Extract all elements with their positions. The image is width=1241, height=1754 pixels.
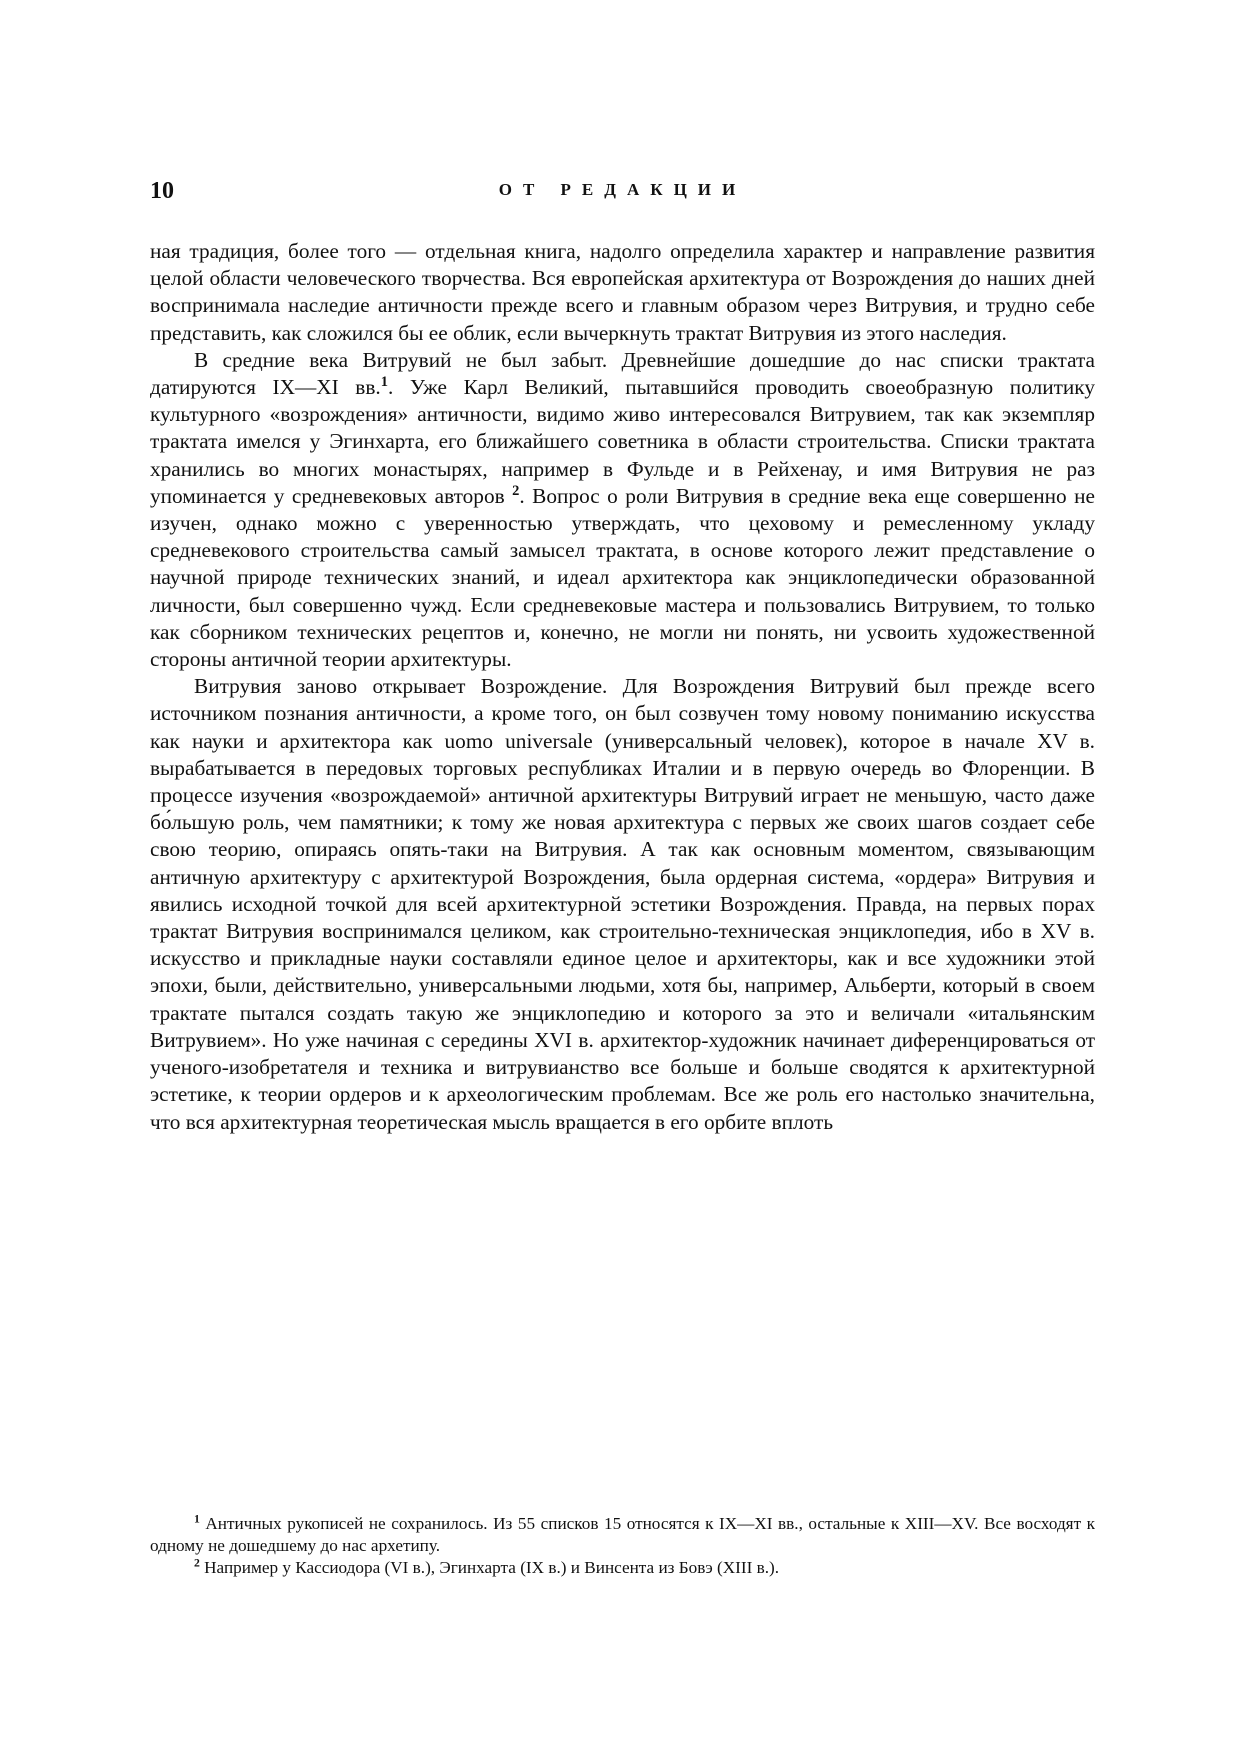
paragraph-text: ная традиция, более того — отдельная книга, надолго определила характер и направление развития целой области человеческого творчества. Вся европейская архитектура от Возрождения до наших дней воспринимала наследие античности прежде всего и главным образом через Витрувия, и трудно себе представить, как сложился бы ее облик, если вычеркнуть трактат Витрувия из этого наследия. xyxy=(150,239,1095,345)
paragraph-text: Витрувия заново открывает Возрождение. Для Возрождения Витрувий был прежде всего источником познания античности, а кроме того, он был созвучен тому новому пониманию искусства как науки и архитектора как uomo universale (универсальный человек), которое в начале XV в. вырабатывается в передовых торговых республиках Италии и в первую очередь во Флоренции. В процессе изучения «возрождаемой» античной архитектуры Витрувий играет не меньшую, часто даже бо́льшую роль, чем памятники; к тому же новая архитектура с первых же своих шагов создает себе свою теорию, опираясь опять-таки на Витрувия. А так как основным моментом, связывающим античную архитектуру с архитектурой Возрождения, была ордерная система, «ордера» Витрувия и явились исходной точкой для всей архитектурной эстетики Возрождения. Правда, на первых порах трактат Витрувия воспринимался целиком, как строительно-техническая энциклопедия, ибо в XV в. искусство и прикладные науки составляли единое целое и архитекторы, как и все художники этой эпохи, были, действительно, универсальными людьми, хотя бы, например, Альберти, который в своем трактате пытался создать такую же энциклопедию и которого за это и величали «итальянским Витрувием». Но уже начиная с середины XVI в. архитектор-художник начинает диференцироваться от ученого-изобретателя и техника и витрувианство все больше и больше сводятся к архитектурной эстетике, к теории ордеров и к археологическим проблемам. Все же роль его настолько значительна, что вся архитектурная теоретическая мысль вращается в его орбите вплоть xyxy=(150,674,1095,1134)
footnote-marker: 1 xyxy=(194,1512,200,1526)
paragraph-text: . Уже Карл Великий, пытавшийся проводить своеобразную политику культурного «возрождения» античности, видимо живо интересовался Витрувием, так как экземпляр трактата имелся у Эгинхарта, его ближайшего советника в области строительства. Списки трактата хранились во многих монастырях, например в Фульде и в Рейхенау, и имя Витрувия не раз упоминается у средневековых авторов xyxy=(150,375,1095,508)
paragraph-text: В средние века Витрувий не был забыт. Древнейшие дошедшие до нас списки трактата датируются IX—XI вв. xyxy=(150,347,1095,400)
page-number: 10 xyxy=(150,178,174,204)
running-title: ОТ РЕДАКЦИИ xyxy=(498,180,747,199)
body-text xyxy=(150,238,1095,1136)
footnotes xyxy=(150,1513,1095,1579)
footnote xyxy=(150,1557,1095,1579)
footnote-text: Античных рукописей не сохранилось. Из 55 списков 15 относятся к IX—XI вв., остальные к XIII—XV. Все восходят к одному не дошедшему до нас архетипу. xyxy=(150,1514,1095,1555)
footnote-reference: 2 xyxy=(512,482,520,499)
page-header xyxy=(150,178,1095,214)
footnote-reference: 1 xyxy=(380,373,388,390)
footnote-marker: 2 xyxy=(194,1556,200,1570)
paragraph xyxy=(150,673,1095,1135)
paragraph-text: . Вопрос о роли Витрувия в средние века еще совершенно не изучен, однако можно с уверенностью утверждать, что цеховому и ремесленному укладу средневекового строительства самый замысел трактата, в основе которого лежит представление о научной природе технических знаний, и идеал архитектора как энциклопедически образованной личности, был совершенно чужд. Если средневековые мастера и пользовались Витрувием, то только как сборником технических рецептов и, конечно, не могли ни понять, ни усвоить художественной стороны античной теории архитектуры. xyxy=(150,483,1095,672)
paragraph xyxy=(150,347,1095,673)
footnote-text: Например у Кассиодора (VI в.), Эгинхарта (IX в.) и Винсента из Бовэ (XIII в.). xyxy=(199,1558,780,1577)
paragraph xyxy=(150,238,1095,347)
footnote xyxy=(150,1513,1095,1557)
